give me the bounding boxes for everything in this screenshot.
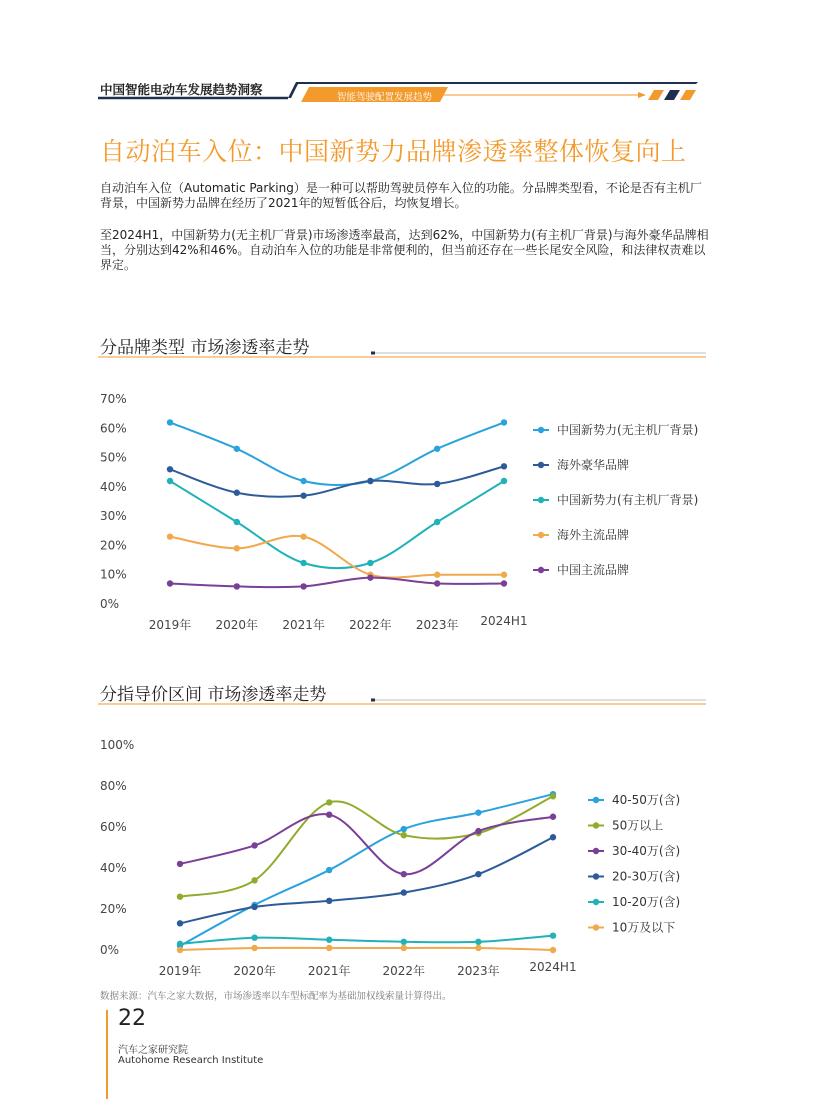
data-point	[326, 937, 332, 943]
y-tick-label: 70%	[100, 392, 127, 406]
data-point	[177, 894, 183, 900]
series-line	[170, 422, 504, 485]
data-point	[401, 871, 407, 877]
y-tick-label: 10%	[100, 567, 127, 582]
data-point	[300, 583, 306, 589]
x-tick-label: 2019年	[148, 618, 192, 632]
y-tick-label: 20%	[100, 538, 127, 553]
legend-marker-dot	[593, 848, 599, 854]
legend-label: 40-50万(含)	[612, 793, 681, 807]
data-point	[401, 945, 407, 951]
legend-marker-dot	[593, 822, 599, 828]
x-tick-label: 2021年	[307, 964, 351, 978]
chart2-section-title: 分指导价区间 市场渗透率走势	[100, 685, 327, 705]
data-point	[234, 583, 240, 589]
chart2-price-range-trend	[0, 735, 816, 985]
data-point	[177, 947, 183, 953]
data-point	[475, 945, 481, 951]
data-point	[234, 519, 240, 525]
y-tick-label: 0%	[100, 597, 120, 611]
x-tick-label: 2023年	[415, 618, 459, 632]
data-point	[167, 533, 173, 539]
legend-marker-dot	[538, 567, 544, 573]
data-point	[550, 932, 556, 938]
x-tick-label: 2020年	[233, 964, 276, 978]
legend-label: 20-30万(含)	[612, 869, 681, 884]
x-tick-label: 2022年	[382, 964, 426, 978]
data-point	[475, 939, 481, 945]
data-point	[550, 947, 556, 953]
legend-label: 海外主流品牌	[557, 528, 630, 542]
data-point	[300, 560, 306, 566]
legend-marker-dot	[593, 873, 599, 879]
data-point	[367, 574, 373, 580]
legend-marker-dot	[593, 899, 599, 905]
legend-marker-dot	[538, 497, 544, 503]
y-tick-label: 50%	[100, 450, 127, 465]
series-line	[180, 948, 553, 950]
source-note: 数据来源：汽车之家大数据，市场渗透率以车型标配率为基础加权线索量计算得出。	[100, 991, 452, 1002]
data-point	[401, 832, 407, 838]
data-point	[434, 519, 440, 525]
legend-marker-dot	[538, 462, 544, 468]
x-tick-label: 2023年	[457, 964, 500, 978]
section-tag: 智能驾驶配置发展趋势	[337, 92, 433, 103]
data-point	[501, 580, 507, 586]
data-point	[300, 478, 306, 484]
y-tick-label: 40%	[100, 861, 127, 875]
data-point	[326, 812, 332, 818]
data-point	[326, 898, 332, 904]
data-point	[167, 466, 173, 472]
data-point	[550, 793, 556, 799]
data-point	[251, 935, 257, 941]
x-tick-label: 2024H1	[480, 614, 528, 628]
data-point	[475, 871, 481, 877]
x-tick-label: 2024H1	[529, 960, 577, 974]
data-point	[167, 478, 173, 484]
legend-marker-dot	[593, 924, 599, 930]
data-point	[434, 580, 440, 586]
data-point	[401, 939, 407, 945]
legend-label: 海外豪华品牌	[557, 458, 630, 472]
legend-label: 10-20万(含)	[612, 895, 681, 909]
data-point	[177, 920, 183, 926]
data-point	[434, 446, 440, 452]
data-point	[251, 877, 257, 883]
data-point	[167, 580, 173, 586]
data-point	[251, 904, 257, 910]
series-line	[170, 466, 504, 496]
data-point	[367, 560, 373, 566]
y-tick-label: 30%	[100, 509, 127, 524]
y-tick-label: 60%	[100, 421, 127, 436]
legend-marker-dot	[593, 797, 599, 803]
data-point	[326, 799, 332, 805]
chart2-title-rule	[98, 692, 708, 708]
page-title: 自动泊车入位：中国新势力品牌渗透率整体恢复向上	[100, 137, 687, 166]
data-point	[501, 572, 507, 578]
data-point	[475, 828, 481, 834]
legend-label: 中国主流品牌	[557, 563, 630, 577]
report-title: 中国智能电动车发展趋势洞察	[100, 82, 263, 97]
y-tick-label: 100%	[100, 738, 135, 752]
footer-accent-bar	[106, 1010, 108, 1099]
chart1-brand-type-trend	[0, 385, 816, 635]
data-point	[434, 572, 440, 578]
data-point	[177, 861, 183, 867]
x-tick-label: 2021年	[282, 618, 325, 632]
x-tick-label: 2022年	[349, 618, 392, 632]
data-point	[501, 478, 507, 484]
y-tick-label: 40%	[100, 479, 127, 494]
legend-marker-dot	[538, 427, 544, 433]
legend-label: 中国新势力(无主机厂背景)	[557, 423, 699, 437]
data-point	[550, 814, 556, 820]
y-tick-label: 20%	[100, 902, 127, 916]
data-point	[401, 826, 407, 832]
data-point	[326, 867, 332, 873]
data-point	[300, 533, 306, 539]
y-tick-label: 0%	[100, 943, 120, 957]
series-line	[170, 578, 504, 588]
institute-name-en: Autohome Research Institute	[118, 1055, 264, 1066]
x-tick-label: 2020年	[215, 618, 259, 632]
detail-paragraph: 至2024H1，中国新势力(无主机厂背景)市场渗透率最高，达到62%，中国新势力(有主机厂背景)与海外豪华品牌相当，分别达到42%和46%。自动泊车入位的功能是非常便利的，但当前还存在一些长尾安全风险，和法律权责难以界定。	[100, 228, 709, 272]
y-tick-label: 80%	[100, 779, 127, 793]
data-point	[300, 492, 306, 498]
y-tick-label: 60%	[100, 820, 127, 834]
data-point	[401, 889, 407, 895]
data-point	[251, 945, 257, 951]
legend-label: 30-40万(含)	[612, 844, 681, 858]
legend-marker-dot	[538, 532, 544, 538]
data-point	[326, 945, 332, 951]
page-number: 22	[118, 1006, 146, 1031]
data-point	[434, 481, 440, 487]
data-point	[234, 490, 240, 496]
data-point	[367, 478, 373, 484]
series-line	[180, 794, 553, 946]
data-point	[251, 842, 257, 848]
series-line	[170, 536, 504, 578]
data-point	[475, 809, 481, 815]
data-point	[234, 446, 240, 452]
institute-name-cn: 汽车之家研究院	[118, 1045, 188, 1056]
legend-label: 中国新势力(有主机厂背景)	[557, 493, 699, 507]
series-line	[180, 936, 553, 944]
legend-label: 50万以上	[612, 818, 664, 833]
data-point	[234, 545, 240, 551]
chart1-title-rule	[98, 345, 708, 361]
data-point	[550, 834, 556, 840]
data-point	[501, 419, 507, 425]
x-tick-label: 2019年	[158, 964, 202, 978]
data-point	[177, 941, 183, 947]
data-point	[501, 463, 507, 469]
legend-label: 10万及以下	[612, 920, 676, 935]
data-point	[167, 419, 173, 425]
intro-paragraph: 自动泊车入位（Automatic Parking）是一种可以帮助驾驶员停车入位的功能。分品牌类型看，不论是否有主机厂背景，中国新势力品牌在经历了2021年的短暂低谷后，均恢复增长。	[100, 181, 702, 210]
chart1-section-title: 分品牌类型 市场渗透率走势	[100, 338, 310, 358]
